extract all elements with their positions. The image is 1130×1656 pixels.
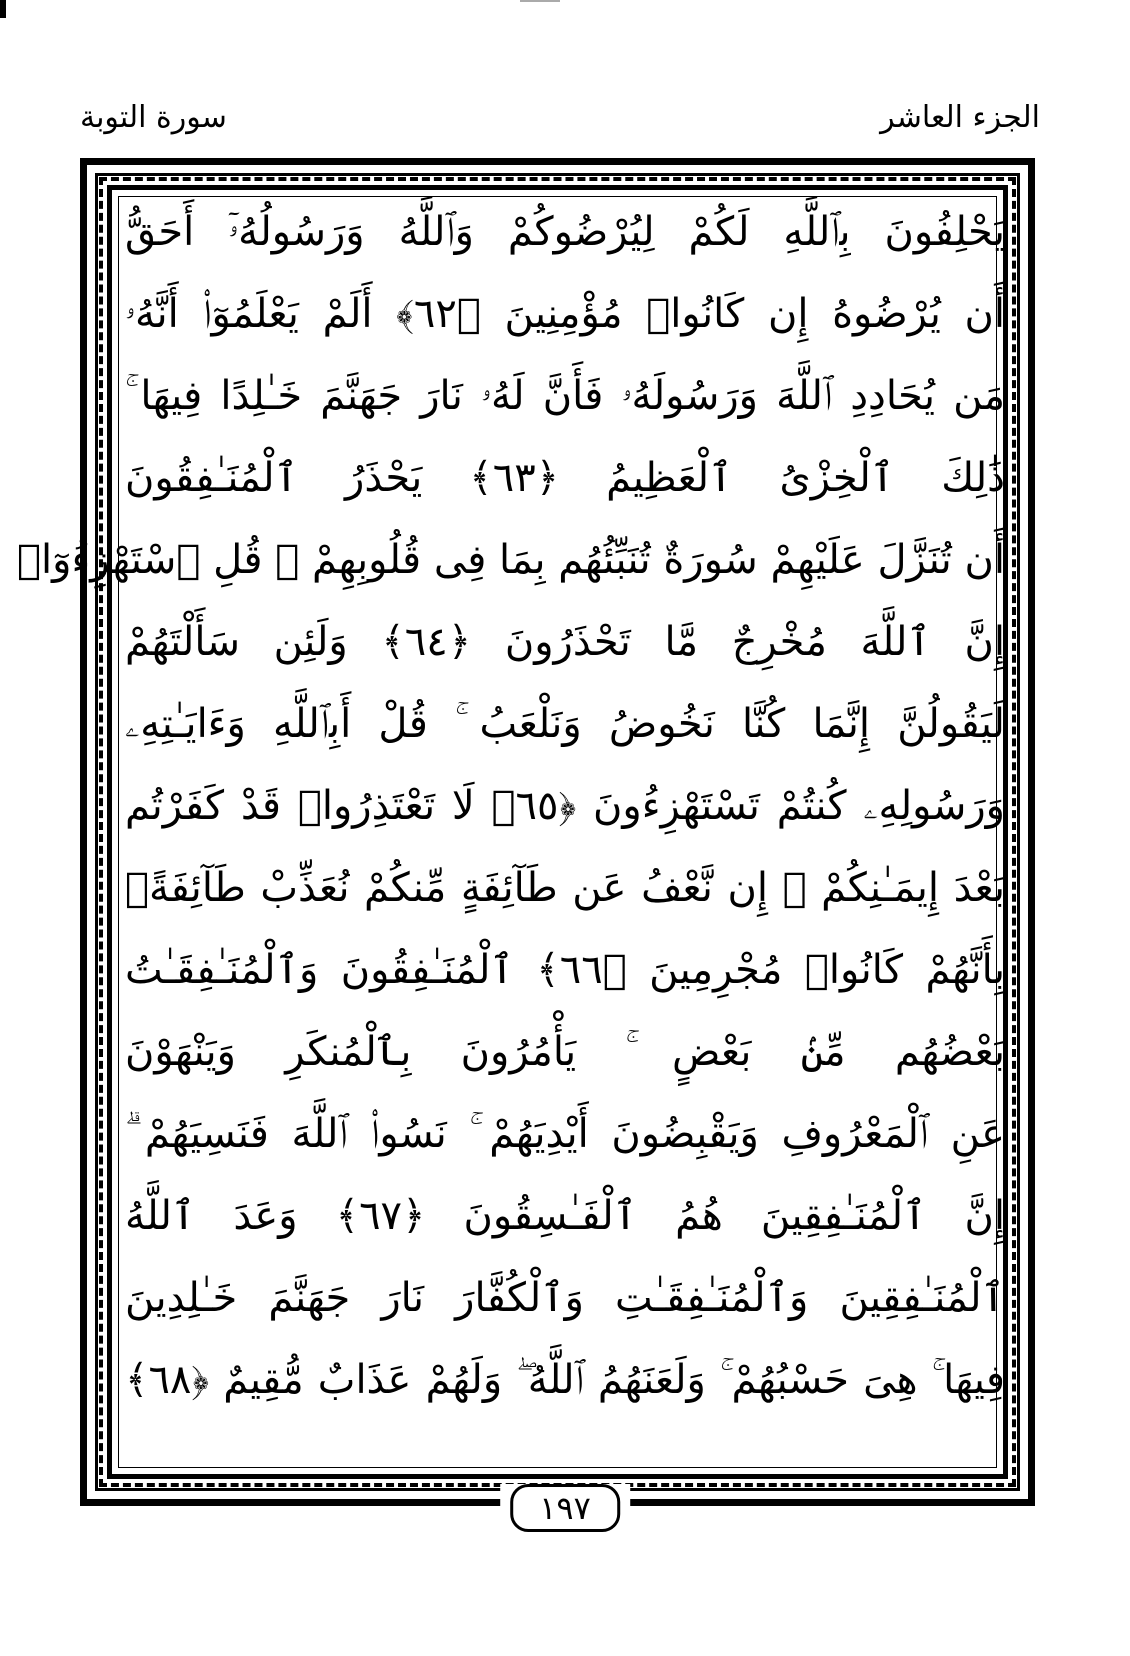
text-line-10: بِأَنَّهُمْ كَانُوا۟ مُجْرِمِينَ ﴿٦٦﴾ ٱلْمُنَـٰفِقُونَ وَٱلْمُنَـٰفِقَـٰتُ (125, 947, 1006, 993)
text-line-11: بَعْضُهُم مِّنۢ بَعْضٍ ۚ يَأْمُرُونَ بِٱلْمُنكَرِ وَيَنْهَوْنَ (125, 1029, 1005, 1075)
page-number-container (500, 1484, 630, 1532)
page-number: ١٩٧ (510, 1484, 620, 1532)
top-scan-mark (520, 0, 560, 2)
page-header (80, 100, 1040, 148)
juz-name: الجزء العاشر (880, 100, 1040, 135)
text-line-4: ذَٰلِكَ ٱلْخِزْىُ ٱلْعَظِيمُ ﴿٦٣﴾ يَحْذَرُ ٱلْمُنَـٰفِقُونَ (125, 455, 1005, 501)
text-line-5: أَن تُنَزَّلَ عَلَيْهِمْ سُورَةٌ تُنَبِّئُهُم بِمَا فِى قُلُوبِهِمْ ۚ قُلِ ٱسْتَهْزِءُوٓا۟ (17, 537, 1005, 583)
quran-text (17, 200, 1006, 1440)
text-line-1: يَحْلِفُونَ بِٱللَّهِ لَكُمْ لِيُرْضُوكُمْ وَٱللَّهُ وَرَسُولُهُۥٓ أَحَقُّ (125, 209, 1005, 255)
text-line-15: فِيهَا ۚ هِىَ حَسْبُهُمْ ۚ وَلَعَنَهُمُ ٱللَّهُ ۖ وَلَهُمْ عَذَابٌ مُّقِيمٌ ﴿٦٨﴾ (125, 1357, 1005, 1403)
surah-name: سورة التوبة (80, 100, 227, 135)
text-line-6: إِنَّ ٱللَّهَ مُخْرِجٌ مَّا تَحْذَرُونَ ﴿٦٤﴾ وَلَئِن سَأَلْتَهُمْ (125, 619, 1005, 665)
text-line-8: وَرَسُولِهِۦ كُنتُمْ تَسْتَهْزِءُونَ ﴿٦٥﴾ لَا تَعْتَذِرُوا۟ قَدْ كَفَرْتُم (125, 783, 1005, 829)
text-line-2: أَن يُرْضُوهُ إِن كَانُوا۟ مُؤْمِنِينَ ﴿٦٢﴾ أَلَمْ يَعْلَمُوٓا۟ أَنَّهُۥ (125, 291, 1006, 337)
corner-mark (0, 0, 6, 18)
text-line-13: إِنَّ ٱلْمُنَـٰفِقِينَ هُمُ ٱلْفَـٰسِقُونَ ﴿٦٧﴾ وَعَدَ ٱللَّهُ (125, 1193, 1005, 1239)
text-line-14: ٱلْمُنَـٰفِقِينَ وَٱلْمُنَـٰفِقَـٰتِ وَٱلْكُفَّارَ نَارَ جَهَنَّمَ خَـٰلِدِينَ (125, 1275, 1005, 1321)
text-line-9: بَعْدَ إِيمَـٰنِكُمْ ۚ إِن نَّعْفُ عَن طَآئِفَةٍ مِّنكُمْ نُعَذِّبْ طَآئِفَةًۢ (125, 865, 1005, 911)
text-line-12: عَنِ ٱلْمَعْرُوفِ وَيَقْبِضُونَ أَيْدِيَهُمْ ۚ نَسُوا۟ ٱللَّهَ فَنَسِيَهُمْ ۗ (125, 1111, 1005, 1157)
text-line-3: مَن يُحَادِدِ ٱللَّهَ وَرَسُولَهُۥ فَأَنَّ لَهُۥ نَارَ جَهَنَّمَ خَـٰلِدًا فِيهَا ۚ (125, 373, 1005, 419)
text-line-7: لَيَقُولُنَّ إِنَّمَا كُنَّا نَخُوضُ وَنَلْعَبُ ۚ قُلْ أَبِٱللَّهِ وَءَايَـٰتِهِۦ (125, 701, 1005, 747)
